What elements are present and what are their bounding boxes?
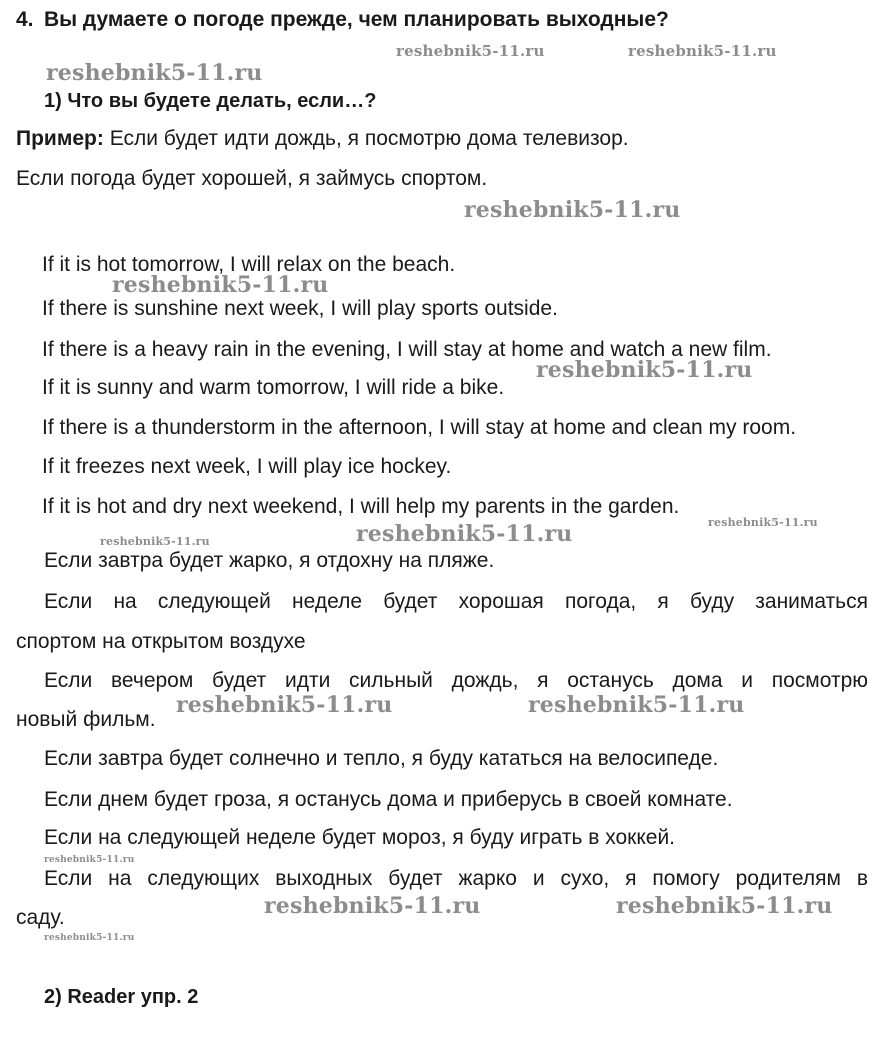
english-sentence: If there is a thunderstorm in the afternoon, I will stay at home and clean my room. (42, 416, 797, 439)
russian-sentence: Если на следующей неделе будет мороз, я буду играть в хоккей. (44, 826, 676, 849)
russian-sentence: Если днем будет гроза, я останусь дома и приберусь в своей комнате. (44, 788, 733, 811)
task-title: Вы думаете о погоде прежде, чем планировать выходные? (44, 8, 669, 31)
russian-sentence-continued: саду. (16, 906, 65, 929)
russian-sentence: Если завтра будет солнечно и тепло, я буду кататься на велосипеде. (44, 747, 719, 770)
english-sentence: If it is sunny and warm tomorrow, I will ride a bike. (42, 376, 505, 399)
watermark: reshebnik5-11.ru (356, 521, 573, 547)
watermark: reshebnik5-11.ru (44, 933, 135, 943)
watermark: reshebnik5-11.ru (176, 692, 393, 718)
task-number: 4. (16, 8, 34, 31)
subtask-1-title: 1) Что вы будете делать, если…? (44, 90, 377, 112)
russian-sentence: Если вечером будет идти сильный дождь, я останусь дома и посмотрю (44, 669, 868, 692)
watermark: reshebnik5-11.ru (44, 855, 135, 865)
example-line-2: Если погода будет хорошей, я займусь спортом. (16, 167, 488, 190)
russian-sentence-continued: спортом на открытом воздухе (16, 630, 306, 653)
watermark: reshebnik5-11.ru (264, 893, 481, 919)
watermark: reshebnik5-11.ru (464, 197, 681, 223)
english-sentence: If it is hot tomorrow, I will relax on the beach. (42, 253, 456, 276)
watermark: reshebnik5-11.ru (628, 42, 777, 60)
watermark: reshebnik5-11.ru (46, 60, 263, 86)
watermark: reshebnik5-11.ru (528, 692, 745, 718)
russian-sentence: Если завтра будет жарко, я отдохну на пляже. (44, 549, 495, 572)
watermark: reshebnik5-11.ru (708, 516, 818, 529)
subtask-2-title: 2) Reader упр. 2 (44, 986, 199, 1008)
watermark: reshebnik5-11.ru (396, 42, 545, 60)
russian-sentence-continued: новый фильм. (16, 708, 156, 731)
english-sentence: If there is sunshine next week, I will play sports outside. (42, 297, 558, 320)
example-label: Пример: (16, 127, 104, 150)
example-text: Если будет идти дождь, я посмотрю дома телевизор. (109, 127, 629, 150)
russian-sentence: Если на следующей неделе будет хорошая погода, я буду заниматься (44, 590, 868, 613)
example-line (16, 127, 629, 151)
watermark: reshebnik5-11.ru (100, 535, 210, 548)
watermark: reshebnik5-11.ru (536, 357, 753, 383)
english-sentence: If there is a heavy rain in the evening, I will stay at home and watch a new film. (42, 338, 772, 361)
watermark: reshebnik5-11.ru (112, 272, 329, 298)
english-sentence: If it freezes next week, I will play ice hockey. (42, 455, 452, 478)
english-sentence: If it is hot and dry next weekend, I will help my parents in the garden. (42, 495, 680, 518)
watermark: reshebnik5-11.ru (616, 893, 833, 919)
russian-sentence: Если на следующих выходных будет жарко и сухо, я помогу родителям в (44, 867, 868, 890)
